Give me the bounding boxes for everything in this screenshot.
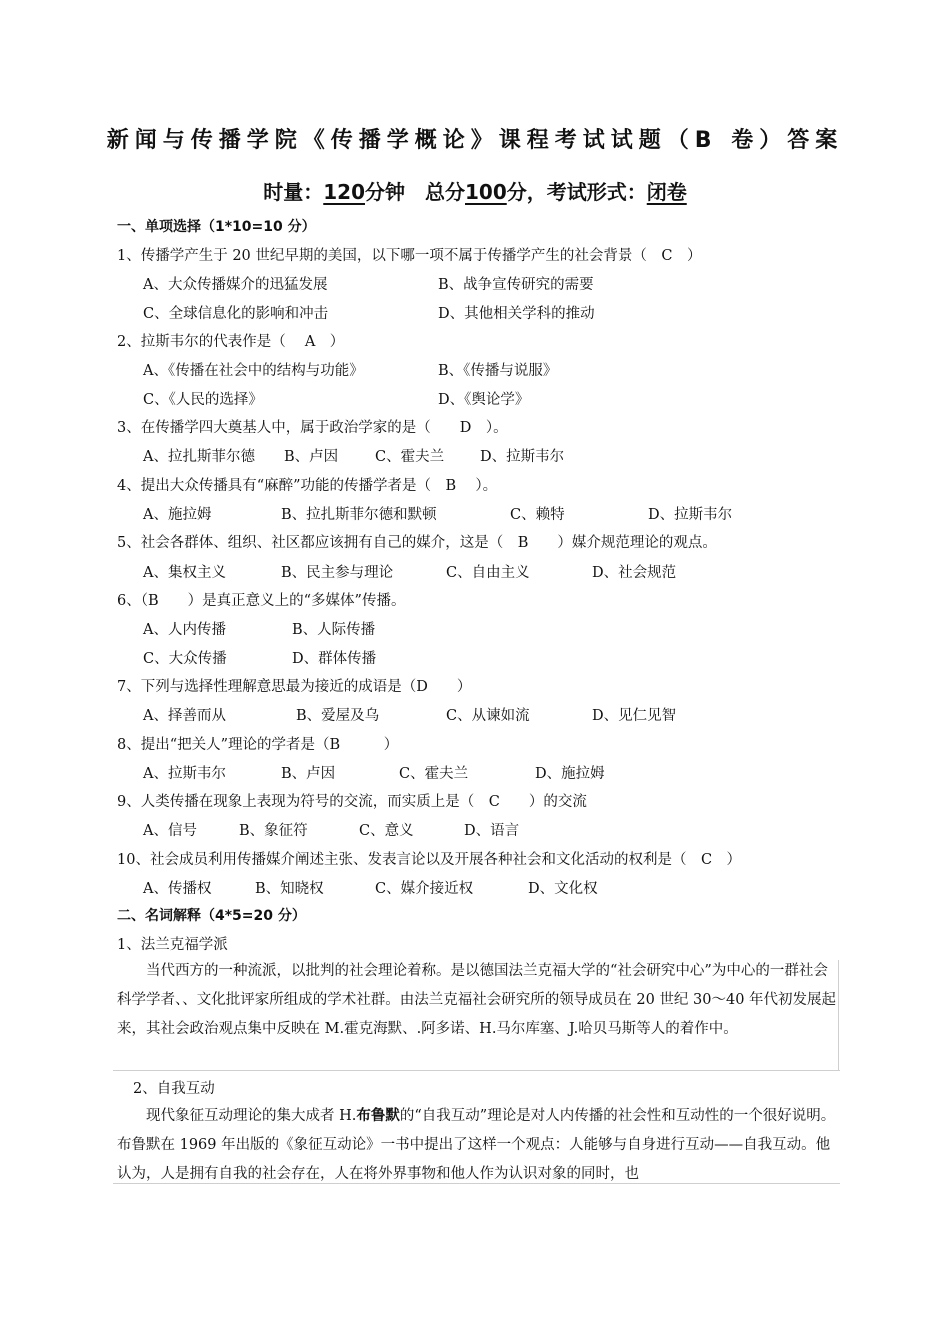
q3-option-c: C、霍夫兰 xyxy=(375,449,445,465)
q6-option-b: B、人际传播 xyxy=(292,622,376,638)
q10-option-c: C、媒介接近权 xyxy=(375,881,474,897)
exam-info-label-score: 分钟 总分 xyxy=(365,180,465,204)
term-2-body-name: 布鲁默 xyxy=(356,1107,400,1124)
question-1: 1、传播学产生于 20 世纪早期的美国，以下哪一项不属于传播学产生的社会背景（ C ） xyxy=(117,248,702,264)
q7-option-b: B、爱屋及乌 xyxy=(296,708,380,724)
section-heading-terms: 二、名词解释（4*5=20 分） xyxy=(117,908,306,924)
q7-option-a: A、择善而从 xyxy=(143,708,226,724)
exam-info-label-form: 分，考试形式： xyxy=(506,180,647,204)
q4-option-b: B、拉扎斯菲尔德和默顿 xyxy=(281,507,437,523)
q2-option-d: D、《舆论学》 xyxy=(438,392,530,408)
question-10: 10、社会成员利用传播媒介阐述主张、发表言论以及开展各种社会和文化活动的权利是（ C ） xyxy=(117,852,742,868)
q10-option-a: A、传播权 xyxy=(143,881,212,897)
q4-option-d: D、拉斯韦尔 xyxy=(648,507,733,523)
exam-info-label-time: 时量： xyxy=(263,180,324,204)
divider xyxy=(113,1183,840,1184)
q8-option-b: B、卢因 xyxy=(281,766,336,782)
term-1-body: 当代西方的一种流派，以批判的社会理论着称。是以德国法兰克福大学的“社会研究中心”为中心的一群社会科学学者、、文化批评家所组成的学术社群。由法兰克福社会研究所的领导成员在 20 世纪 30～40 年代初发展起来，其社会政治观点集中反映在 M.霍克海默、.阿多诺、H.马尔库塞、J.哈贝马斯等人的着作中。 xyxy=(117,963,837,1037)
question-9: 9、人类传播在现象上表现为符号的交流，而实质上是（ C ）的交流 xyxy=(117,794,587,810)
q1-option-b: B、战争宣传研究的需要 xyxy=(438,277,594,293)
term-1-border xyxy=(838,960,839,1070)
term-1-definition xyxy=(117,957,839,1044)
question-3: 3、在传播学四大奠基人中，属于政治学家的是（ D ）。 xyxy=(117,420,508,436)
q5-option-d: D、社会规范 xyxy=(592,565,677,581)
q9-option-c: C、意义 xyxy=(359,823,414,839)
divider xyxy=(113,1070,840,1071)
q1-option-d: D、其他相关学科的推动 xyxy=(438,306,595,322)
question-4: 4、提出大众传播具有“麻醉”功能的传播学者是（ B ）。 xyxy=(117,478,498,494)
q7-option-d: D、见仁见智 xyxy=(592,708,677,724)
q4-option-a: A、施拉姆 xyxy=(143,507,212,523)
q9-option-b: B、象征符 xyxy=(239,823,308,839)
q2-option-a: A、《传播在社会中的结构与功能》 xyxy=(143,363,364,379)
section-heading-choice: 一、单项选择（1*10=10 分） xyxy=(117,219,316,235)
q6-option-c: C、大众传播 xyxy=(143,651,227,667)
q8-option-a: A、拉斯韦尔 xyxy=(143,766,226,782)
exam-total-score: 100 xyxy=(465,180,507,204)
q8-option-d: D、施拉姆 xyxy=(535,766,605,782)
question-6: 6、（B ）是真正意义上的“多媒体”传播。 xyxy=(117,593,406,609)
term-2-body-pre: 现代象征互动理论的集大成者 H. xyxy=(146,1108,357,1124)
term-1-title: 1、法兰克福学派 xyxy=(117,937,228,953)
question-2: 2、拉斯韦尔的代表作是（ A ） xyxy=(117,334,345,350)
q2-option-b: B、《传播与说服》 xyxy=(438,363,558,379)
q5-option-c: C、自由主义 xyxy=(446,565,530,581)
q6-option-d: D、群体传播 xyxy=(292,651,377,667)
q9-option-d: D、语言 xyxy=(464,823,520,839)
question-5: 5、社会各群体、组织、社区都应该拥有自己的媒介，这是（ B ）媒介规范理论的观点。 xyxy=(117,535,717,551)
q5-option-a: A、集权主义 xyxy=(143,565,226,581)
q4-option-c: C、赖特 xyxy=(510,507,565,523)
q3-option-b: B、卢因 xyxy=(284,449,339,465)
q5-option-b: B、民主参与理论 xyxy=(281,565,394,581)
term-2-title: 2、自我互动 xyxy=(133,1081,215,1097)
q6-option-a: A、人内传播 xyxy=(143,622,226,638)
q10-option-b: B、知晓权 xyxy=(255,881,324,897)
q1-option-a: A、大众传播媒介的迅猛发展 xyxy=(143,277,328,293)
term-2-definition xyxy=(117,1101,839,1189)
q9-option-a: A、信号 xyxy=(143,823,197,839)
term-2-body-post: 的“自我互动”理论是对人内传播的社会性和互动性的一个很好说明。布鲁默在 1969 年出版的《象征互动论》一书中提出了这样一个观点：人能够与自身进行互动——自我互动。他认为，人是拥有自我的社会存在，人在将外界事物和他人作为认识对象的同时，也 xyxy=(117,1108,836,1182)
exam-info xyxy=(0,176,950,205)
q10-option-d: D、文化权 xyxy=(528,881,598,897)
q3-option-d: D、拉斯韦尔 xyxy=(480,449,565,465)
q3-option-a: A、拉扎斯菲尔德 xyxy=(143,449,255,465)
question-8: 8、提出“把关人”理论的学者是（B ） xyxy=(117,737,399,753)
q2-option-c: C、《人民的选择》 xyxy=(143,392,263,408)
page-title: 新闻与传播学院《传播学概论》课程考试试题（B 卷）答案 xyxy=(106,128,844,153)
exam-form: 闭卷 xyxy=(646,180,687,204)
q8-option-c: C、霍夫兰 xyxy=(399,766,469,782)
q1-option-c: C、全球信息化的影响和冲击 xyxy=(143,306,329,322)
exam-duration: 120 xyxy=(323,180,365,204)
q7-option-c: C、从谏如流 xyxy=(446,708,530,724)
question-7: 7、下列与选择性理解意思最为接近的成语是（D ） xyxy=(117,679,472,695)
